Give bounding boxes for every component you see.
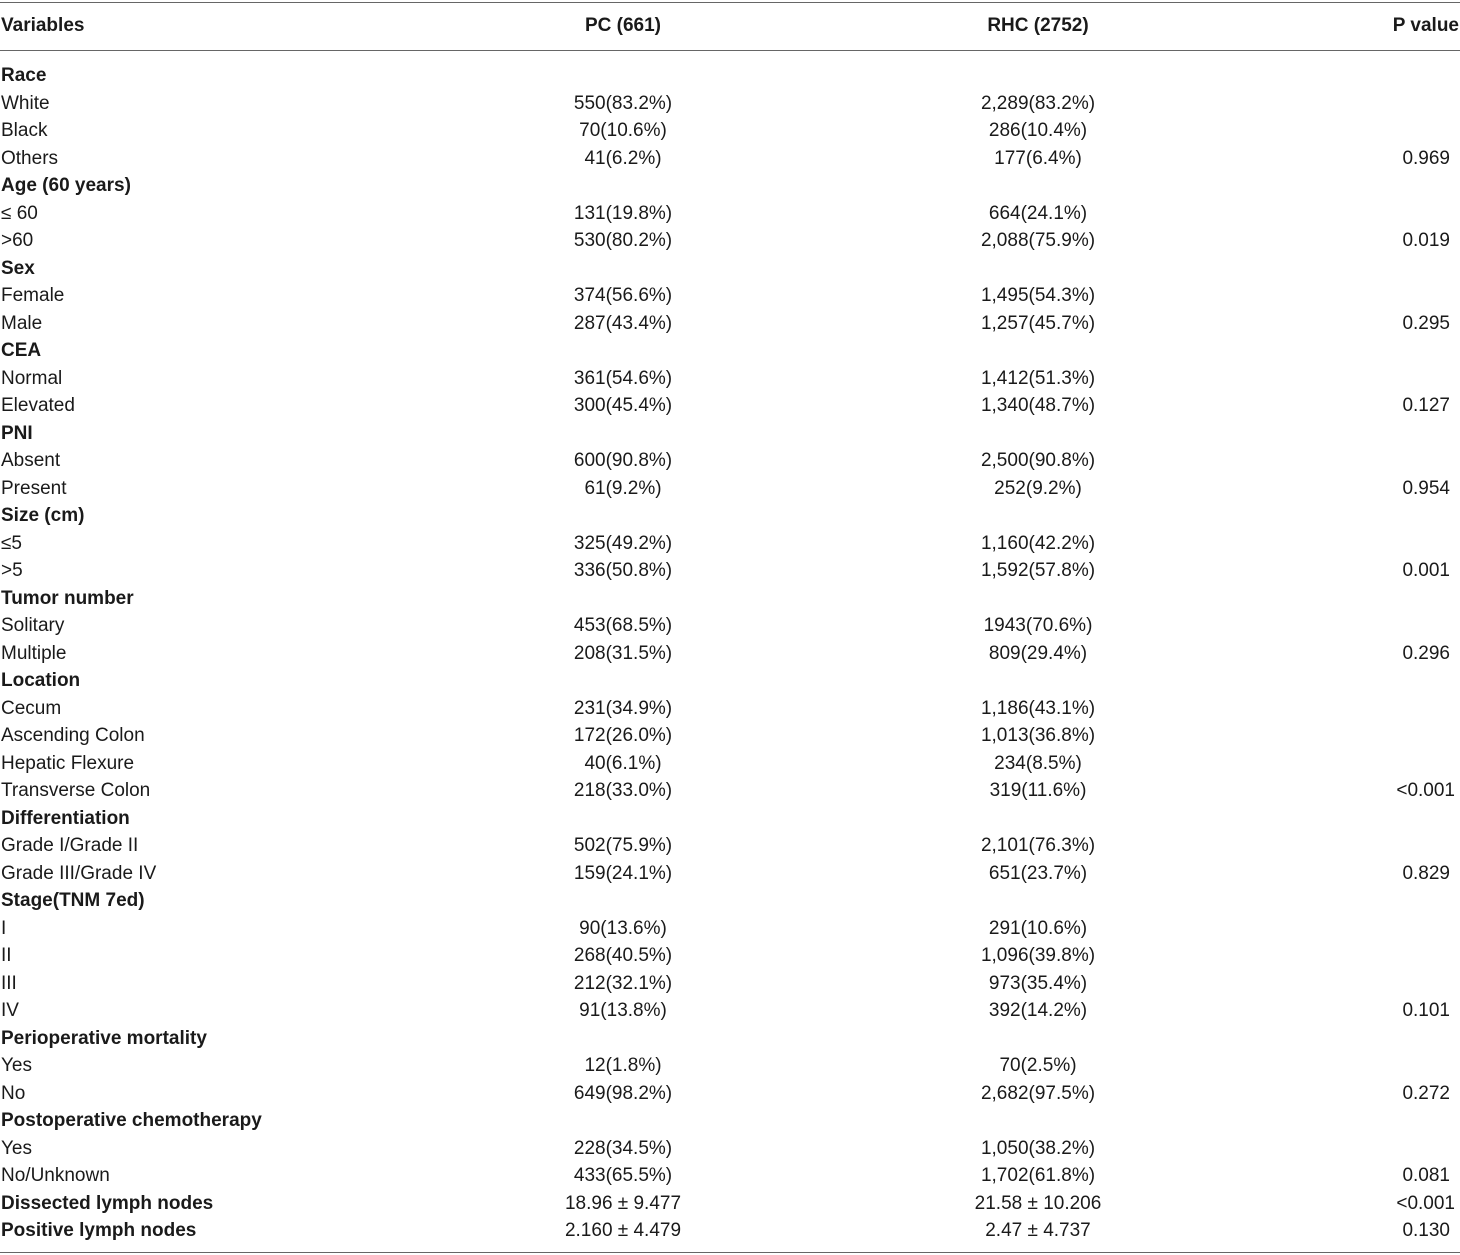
row-p-value-cell: <0.001 [1396, 780, 1455, 801]
table-row [0, 475, 1460, 503]
row-pc-cell: 530(80.2%) [573, 230, 673, 251]
row-variable-cell: >60 [1, 230, 34, 251]
row-pc-cell: 550(83.2%) [573, 92, 673, 114]
row-variable-cell: Sex [1, 257, 35, 279]
row-pc-cell: 268(40.5%) [573, 945, 673, 966]
table-row [0, 1135, 1460, 1163]
row-pc-cell: 12(1.8%) [584, 1055, 662, 1076]
row-variable-cell: Ascending Colon [1, 725, 145, 746]
row-variable-cell: No [1, 1082, 26, 1104]
row-rhc-cell: 21.58 ± 10.206 [974, 1192, 1102, 1214]
row-variable-cell: ≤5 [1, 532, 22, 554]
row-rhc-cell: 319(11.6%) [989, 780, 1087, 801]
row-p-value-cell: 0.829 [1402, 862, 1450, 884]
table-group-row [0, 172, 1460, 200]
table-header [0, 3, 1460, 49]
table-row [0, 90, 1460, 118]
row-rhc-cell: 2,289(83.2%) [980, 92, 1096, 114]
row-p-value-cell: 0.295 [1402, 312, 1450, 334]
row-variable-cell: IV [1, 1000, 19, 1021]
row-rhc-cell: 1,592(57.8%) [980, 560, 1096, 581]
row-rhc-cell: 1,160(42.2%) [980, 532, 1096, 554]
table-row [0, 200, 1460, 228]
table-row [0, 942, 1460, 970]
table-row [0, 777, 1460, 805]
row-rhc-cell: 234(8.5%) [994, 752, 1082, 774]
table-row [0, 640, 1460, 668]
table-group-row [0, 805, 1460, 833]
row-variable-cell: Tumor number [1, 587, 134, 609]
table-row [0, 365, 1460, 393]
table-row [0, 750, 1460, 778]
table-row [0, 1052, 1460, 1080]
table-row [0, 1217, 1460, 1245]
row-variable-cell: PNI [1, 422, 33, 444]
row-p-value-cell: 0.969 [1402, 147, 1450, 169]
row-pc-cell: 40(6.1%) [584, 752, 662, 774]
row-rhc-cell: 1,412(51.3%) [980, 367, 1096, 389]
row-variable-cell: >5 [1, 560, 23, 581]
table-row [0, 832, 1460, 860]
row-rhc-cell: 177(6.4%) [994, 147, 1082, 169]
table-header-rule [0, 50, 1460, 51]
row-p-value-cell: 0.272 [1402, 1082, 1450, 1104]
table-row [0, 915, 1460, 943]
row-variable-cell: II [1, 945, 12, 966]
table-body [0, 62, 1460, 1245]
row-variable-cell: Location [1, 670, 81, 691]
header-pc: PC (661) [584, 15, 662, 36]
row-pc-cell: 502(75.9%) [573, 835, 673, 856]
row-variable-cell: Positive lymph nodes [1, 1220, 197, 1241]
row-variable-cell: Multiple [1, 642, 67, 664]
row-variable-cell: Perioperative mortality [1, 1027, 207, 1049]
row-pc-cell: 649(98.2%) [573, 1082, 673, 1104]
table-row [0, 227, 1460, 255]
row-rhc-cell: 2,101(76.3%) [980, 835, 1096, 856]
row-pc-cell: 600(90.8%) [573, 450, 673, 471]
row-variable-cell: Grade III/Grade IV [1, 862, 157, 884]
row-pc-cell: 433(65.5%) [573, 1165, 673, 1186]
table-row [0, 392, 1460, 420]
row-variable-cell: Yes [1, 1055, 32, 1076]
row-variable-cell: Female [1, 285, 65, 306]
row-rhc-cell: 1,186(43.1%) [980, 697, 1096, 719]
header-variables: Variables [1, 15, 85, 36]
row-variable-cell: I [1, 917, 7, 939]
row-rhc-cell: 1,050(38.2%) [980, 1137, 1096, 1159]
row-variable-cell: Absent [1, 450, 61, 471]
row-variable-cell: Differentiation [1, 807, 130, 829]
row-variable-cell: Race [1, 65, 47, 86]
row-variable-cell: Hepatic Flexure [1, 752, 135, 774]
row-pc-cell: 2.160 ± 4.479 [564, 1220, 682, 1241]
row-variable-cell: Solitary [1, 615, 65, 636]
row-rhc-cell: 1,702(61.8%) [980, 1165, 1096, 1186]
row-pc-cell: 218(33.0%) [573, 780, 673, 801]
header-rhc: RHC (2752) [987, 15, 1089, 36]
row-rhc-cell: 664(24.1%) [988, 202, 1088, 224]
row-rhc-cell: 1,013(36.8%) [980, 725, 1096, 746]
row-pc-cell: 228(34.5%) [573, 1137, 673, 1159]
row-rhc-cell: 1943(70.6%) [983, 615, 1093, 636]
row-pc-cell: 70(10.6%) [579, 120, 667, 141]
row-pc-cell: 61(9.2%) [584, 477, 662, 499]
row-rhc-cell: 651(23.7%) [988, 862, 1088, 884]
row-rhc-cell: 286(10.4%) [988, 120, 1088, 141]
row-pc-cell: 91(13.8%) [579, 1000, 667, 1021]
row-p-value-cell: 0.296 [1402, 642, 1450, 664]
row-variable-cell: Age (60 years) [1, 175, 131, 196]
row-pc-cell: 212(32.1%) [573, 972, 673, 994]
table-group-row [0, 1025, 1460, 1053]
row-variable-cell: White [1, 92, 50, 114]
table-row [0, 282, 1460, 310]
table-bottom-rule [0, 1252, 1460, 1253]
row-variable-cell: ≤ 60 [1, 202, 38, 224]
row-p-value-cell: 0.101 [1402, 1000, 1450, 1021]
row-pc-cell: 361(54.6%) [573, 367, 673, 389]
table-row [0, 612, 1460, 640]
row-rhc-cell: 2.47 ± 4.737 [985, 1220, 1091, 1241]
row-rhc-cell: 2,682(97.5%) [980, 1082, 1096, 1104]
table-row [0, 557, 1460, 585]
row-pc-cell: 131(19.8%) [573, 202, 673, 224]
row-rhc-cell: 2,500(90.8%) [980, 450, 1096, 471]
row-variable-cell: Stage(TNM 7ed) [1, 890, 145, 911]
row-p-value-cell: 0.130 [1402, 1220, 1450, 1241]
row-variable-cell: Black [1, 120, 48, 141]
row-variable-cell: Postoperative chemotherapy [1, 1110, 262, 1131]
table-row [0, 117, 1460, 145]
row-rhc-cell: 70(2.5%) [999, 1055, 1077, 1076]
row-rhc-cell: 809(29.4%) [988, 642, 1088, 664]
row-variable-cell: Others [1, 147, 59, 169]
row-rhc-cell: 291(10.6%) [988, 917, 1088, 939]
row-variable-cell: CEA [1, 340, 42, 361]
row-variable-cell: Size (cm) [1, 505, 85, 526]
table-group-row [0, 420, 1460, 448]
row-variable-cell: Grade I/Grade II [1, 835, 139, 856]
row-pc-cell: 300(45.4%) [573, 395, 673, 416]
row-pc-cell: 325(49.2%) [573, 532, 673, 554]
row-pc-cell: 374(56.6%) [573, 285, 673, 306]
header-p-value: P value [1392, 15, 1459, 36]
row-pc-cell: 159(24.1%) [573, 862, 673, 884]
table-row [0, 695, 1460, 723]
table-row [0, 1162, 1460, 1190]
row-pc-cell: 287(43.4%) [573, 312, 673, 334]
row-variable-cell: Cecum [1, 697, 62, 719]
row-rhc-cell: 1,096(39.8%) [980, 945, 1096, 966]
row-variable-cell: Dissected lymph nodes [1, 1192, 214, 1214]
row-variable-cell: III [1, 972, 17, 994]
table-group-row [0, 337, 1460, 365]
table-group-row [0, 887, 1460, 915]
row-variable-cell: Yes [1, 1137, 32, 1159]
table-row [0, 970, 1460, 998]
row-p-value-cell: 0.081 [1402, 1165, 1450, 1186]
row-rhc-cell: 2,088(75.9%) [980, 230, 1096, 251]
row-rhc-cell: 1,340(48.7%) [980, 395, 1096, 416]
row-p-value-cell: <0.001 [1396, 1192, 1455, 1214]
row-variable-cell: Present [1, 477, 67, 499]
row-p-value-cell: 0.127 [1402, 395, 1450, 416]
table-row [0, 997, 1460, 1025]
table-row [0, 722, 1460, 750]
row-p-value-cell: 0.019 [1402, 230, 1450, 251]
row-variable-cell: Transverse Colon [1, 780, 151, 801]
table-row [0, 1080, 1460, 1108]
row-rhc-cell: 392(14.2%) [988, 1000, 1088, 1021]
table-group-row [0, 255, 1460, 283]
table-row [0, 310, 1460, 338]
table-row [0, 860, 1460, 888]
row-variable-cell: Elevated [1, 395, 75, 416]
row-p-value-cell: 0.001 [1402, 560, 1450, 581]
table-group-row [0, 667, 1460, 695]
table-group-row [0, 502, 1460, 530]
row-variable-cell: Normal [1, 367, 63, 389]
table-group-row [0, 1107, 1460, 1135]
row-rhc-cell: 973(35.4%) [988, 972, 1088, 994]
row-pc-cell: 172(26.0%) [573, 725, 673, 746]
row-pc-cell: 231(34.9%) [573, 697, 673, 719]
table-row [0, 145, 1460, 173]
row-variable-cell: No/Unknown [1, 1165, 110, 1186]
table-row [0, 1190, 1460, 1218]
row-variable-cell: Male [1, 312, 43, 334]
row-pc-cell: 208(31.5%) [573, 642, 673, 664]
table-row [0, 447, 1460, 475]
row-rhc-cell: 252(9.2%) [994, 477, 1082, 499]
row-pc-cell: 18.96 ± 9.477 [564, 1192, 682, 1214]
row-pc-cell: 453(68.5%) [573, 615, 673, 636]
row-pc-cell: 41(6.2%) [584, 147, 662, 169]
row-pc-cell: 336(50.8%) [573, 560, 673, 581]
row-rhc-cell: 1,495(54.3%) [980, 285, 1096, 306]
row-p-value-cell: 0.954 [1402, 477, 1450, 499]
table-group-row [0, 62, 1460, 90]
table-group-row [0, 585, 1460, 613]
table-row [0, 530, 1460, 558]
row-pc-cell: 90(13.6%) [579, 917, 667, 939]
row-rhc-cell: 1,257(45.7%) [980, 312, 1096, 334]
